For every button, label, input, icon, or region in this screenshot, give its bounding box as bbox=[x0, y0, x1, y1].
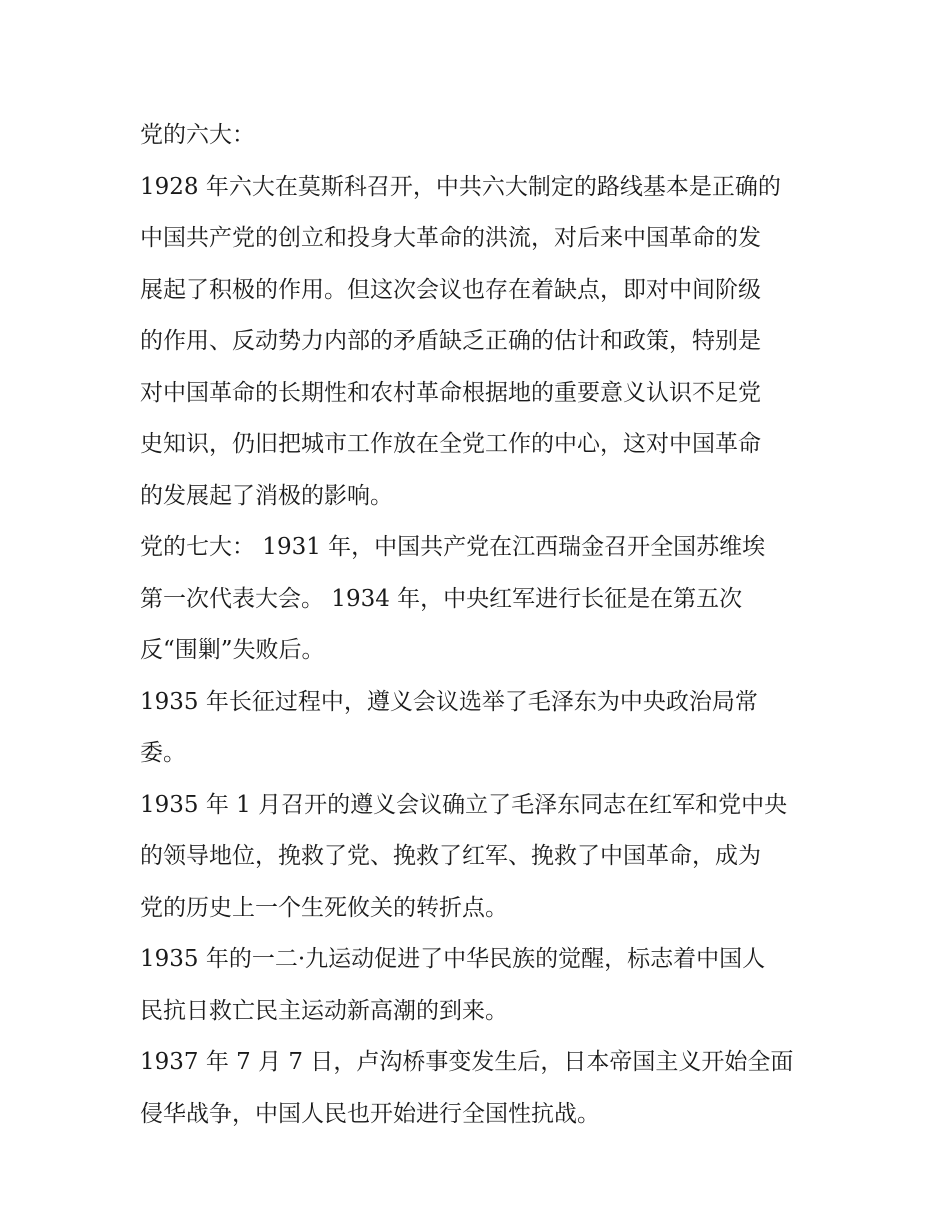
text-line: 1935 年 1 月召开的遵义会议确立了毛泽东同志在红军和党中央 bbox=[140, 791, 788, 818]
text-line: 对中国革命的长期性和农村革命根据地的重要意义认识不足党 bbox=[140, 379, 761, 406]
text-line: 的作用、反动势力内部的矛盾缺乏正确的估计和政策，特别是 bbox=[140, 328, 761, 354]
text-line: 第一次代表大会。 1934 年，中央红军进行长征是在第五次 bbox=[140, 585, 743, 612]
text-line: 史知识，仍旧把城市工作放在全党工作的中心，这对中国革命 bbox=[140, 431, 761, 457]
text-line: 展起了积极的作用。但这次会议也存在着缺点，即对中间阶级 bbox=[140, 276, 761, 303]
text-line: 1928 年六大在莫斯科召开，中共六大制定的路线基本是正确的 bbox=[140, 173, 781, 200]
text-line: 的领导地位，挽救了党、挽救了红军、挽救了中国革命，成为 bbox=[140, 843, 761, 869]
text-line: 中国共产党的创立和投身大革命的洪流，对后来中国革命的发 bbox=[140, 225, 761, 251]
text-line: 民抗日救亡民主运动新高潮的到来。 bbox=[140, 997, 508, 1024]
paragraph-sixth-congress-heading bbox=[140, 110, 820, 162]
text-line: 党的七大： 1931 年，中国共产党在江西瑞金召开全国苏维埃 bbox=[140, 534, 766, 560]
text-line: 侵华战争，中国人民也开始进行全国性抗战。 bbox=[140, 1100, 600, 1127]
text-line: 党的历史上一个生死攸关的转折点。 bbox=[140, 894, 508, 921]
text-line: 1937 年 7 月 7 日，卢沟桥事变发生后，日本帝国主义开始全面 bbox=[140, 1049, 794, 1075]
paragraph-long-march-1935 bbox=[140, 677, 820, 780]
paragraph-december-ninth-movement bbox=[140, 934, 820, 1037]
text-line: 党的六大： bbox=[140, 122, 255, 148]
text-line: 1935 年长征过程中，遵义会议选举了毛泽东为中央政治局常 bbox=[140, 688, 758, 715]
paragraph-zunyi-conference bbox=[140, 780, 820, 935]
document-body bbox=[140, 110, 820, 1140]
text-line: 的发展起了消极的影响。 bbox=[140, 482, 393, 509]
paragraph-sixth-congress bbox=[140, 162, 820, 523]
text-line: 委。 bbox=[140, 740, 186, 766]
text-line: 反“围剿”失败后。 bbox=[140, 637, 325, 663]
paragraph-seventh-congress bbox=[140, 522, 820, 677]
paragraph-marco-polo-bridge bbox=[140, 1037, 820, 1140]
text-line: 1935 年的一二·九运动促进了中华民族的觉醒，标志着中国人 bbox=[140, 946, 766, 972]
